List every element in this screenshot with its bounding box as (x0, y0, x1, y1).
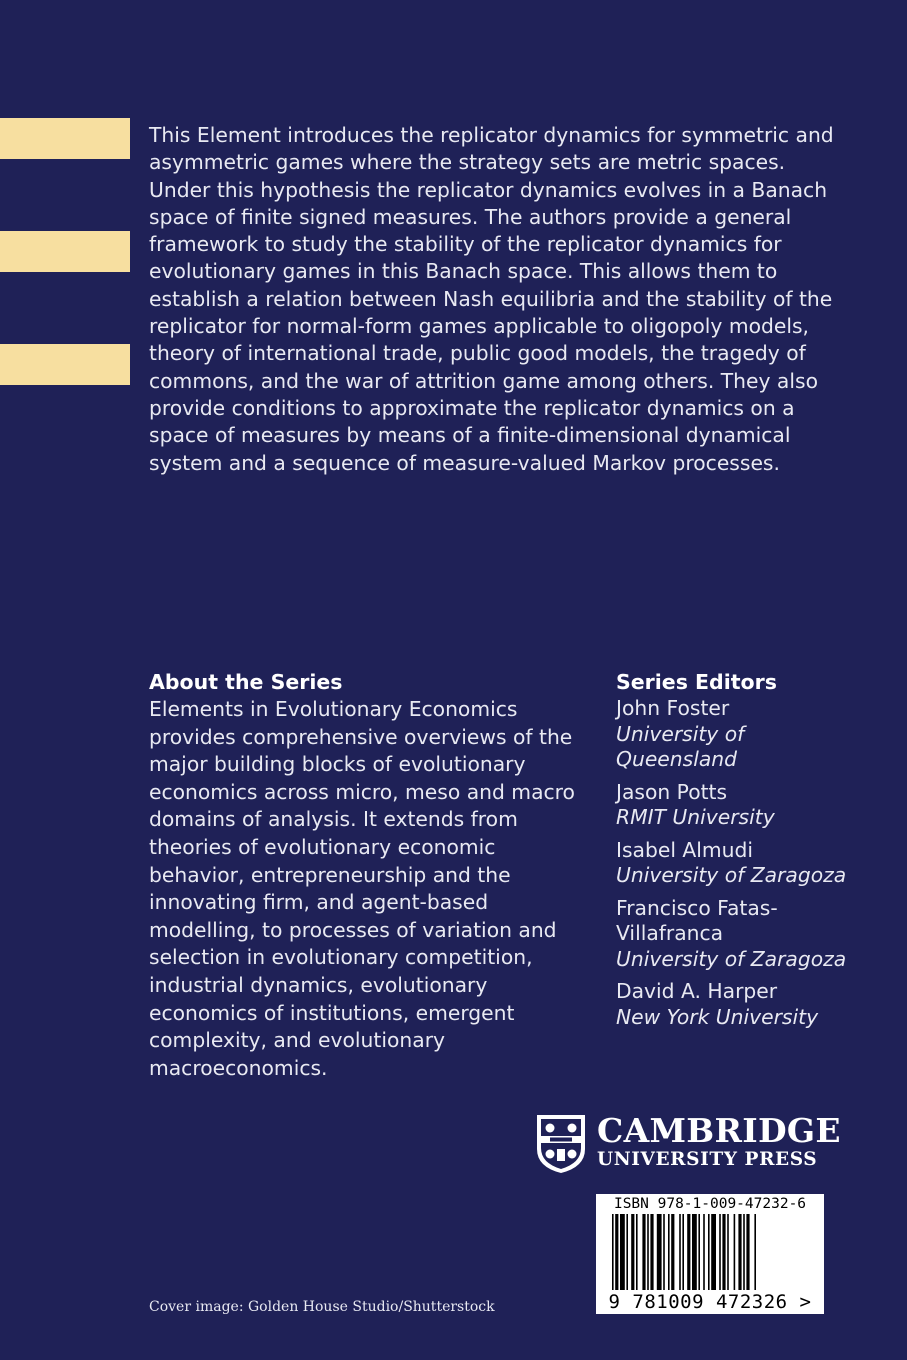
editor-entry (616, 696, 856, 773)
editor-name: Francisco Fatas-Villafranca (616, 895, 778, 945)
barcode-bar (692, 1214, 697, 1290)
barcode-bar (642, 1214, 645, 1290)
publisher-logo (535, 1111, 841, 1175)
barcode-bar (679, 1214, 681, 1290)
editor-entry (616, 838, 856, 889)
barcode-bar (668, 1214, 670, 1290)
barcode-bar (703, 1214, 705, 1290)
about-body: Elements in Evolutionary Economics provides comprehensive overviews of the major building blocks of evolutionary economics across micro, meso and macro domains of analysis. It extends from theories of evolutionary economic behavior, entrepreneurship and the innovating firm, and agent-based modelling, to processes of variation and selection in evolutionary competition, industrial dynamics, evolutionary economics of institutions, emergent complexity, and evolutionary macroeconomics. (149, 697, 575, 1080)
barcode-bar (612, 1214, 614, 1290)
cover-image-credit: Cover image: Golden House Studio/Shutterstock (149, 1299, 495, 1315)
editor-name: John Foster (616, 696, 730, 720)
editor-affiliation: University of Zaragoza (616, 863, 847, 887)
editor-entry (616, 896, 856, 973)
barcode-bar (722, 1214, 725, 1290)
editor-name: Isabel Almudi (616, 837, 754, 862)
book-blurb: This Element introduces the replicator dynamics for symmetric and asymmetric games where the strategy sets are metric spaces. Under this hypothesis the replicator dynamics evolves in a Banach space of finite signed measures. The authors provide a general framework to study the stability of the replicator dynamics for evolutionary games in this Banach space. This allows them to establish a relation between Nash equilibria and the stability of the replicator for normal-form games applicable to oligopoly models, theory of international trade, public good models, the tragedy of commons, and the war of attrition game among others. They also provide conditions to approximate the replicator dynamics on a space of measures by means of a finite-dimensional dynamical system and a sequence of measure-valued Markov processes. (149, 123, 834, 475)
barcode-bar (671, 1214, 674, 1290)
accent-bar-top (0, 118, 130, 159)
barcode-bar (727, 1214, 729, 1290)
barcode-bar (754, 1214, 756, 1290)
barcode-bar (636, 1214, 638, 1290)
editor-name: Jason Potts (616, 779, 728, 804)
isbn-label: ISBN 978-1-009-47232-6 (613, 1196, 807, 1212)
barcode-bar (734, 1214, 736, 1290)
barcode-bar (708, 1214, 710, 1290)
barcode-bar (698, 1214, 700, 1290)
series-editors (616, 669, 856, 1037)
barcode-bar (620, 1214, 625, 1290)
publisher-subname: UNIVERSITY PRESS (597, 1149, 818, 1170)
barcode-bar (657, 1214, 662, 1290)
barcode-bar (682, 1214, 684, 1290)
editor-affiliation: RMIT University (616, 805, 775, 829)
about-the-series (149, 669, 589, 1082)
editor-name: David A. Harper (616, 979, 778, 1003)
barcode-digits: 9 781009 472326 > (608, 1291, 812, 1313)
editor-affiliation: University of Queensland (616, 721, 745, 771)
barcode-bar (631, 1214, 634, 1290)
barcode-bar (663, 1214, 665, 1290)
barcode-bar (738, 1214, 741, 1290)
barcode-bar (650, 1214, 653, 1290)
barcode-bar (647, 1214, 649, 1290)
barcode-bar (615, 1214, 618, 1290)
isbn-barcode (596, 1194, 824, 1314)
barcode-bar (743, 1214, 745, 1290)
publisher-name: CAMBRIDGE (597, 1111, 841, 1150)
editor-entry (616, 979, 856, 1030)
barcode-bar (746, 1214, 749, 1290)
barcode-bar (711, 1214, 716, 1290)
editor-affiliation: New York University (616, 1004, 819, 1029)
cambridge-shield-icon (535, 1113, 587, 1175)
barcode-bar (626, 1214, 628, 1290)
accent-bar-middle (0, 231, 130, 272)
about-heading: About the Series (149, 670, 343, 694)
barcode-bar (719, 1214, 721, 1290)
accent-bar-bottom (0, 344, 130, 385)
barcode-bar (687, 1214, 690, 1290)
editor-entry (616, 780, 856, 831)
editor-affiliation: University of Zaragoza (616, 946, 847, 971)
editors-heading: Series Editors (616, 670, 777, 694)
